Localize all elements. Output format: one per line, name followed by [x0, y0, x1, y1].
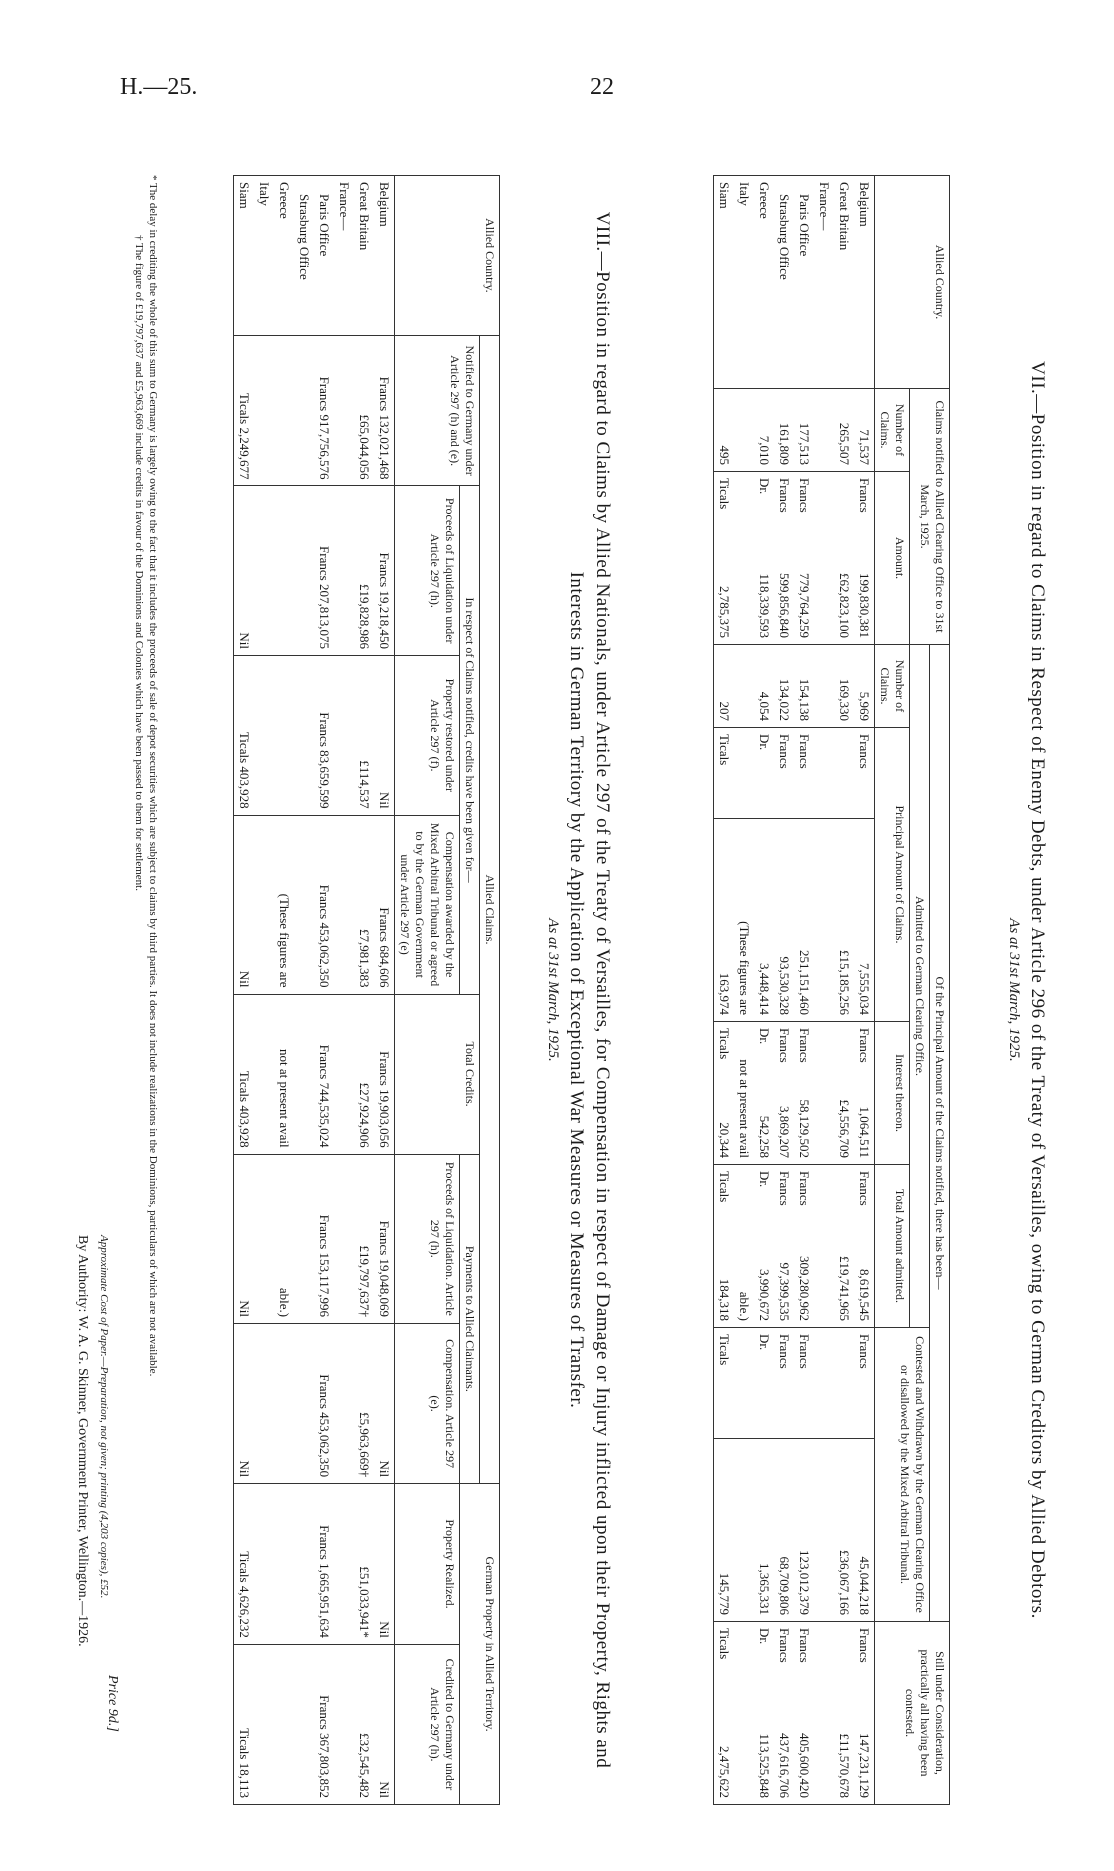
principal-cell: £15,185,256: [834, 818, 854, 1021]
printer-authority: By Authority: W. A. G. Skinner, Government Printer, Wellington.—1926.: [75, 1235, 90, 1647]
compensation-cell: [254, 815, 274, 994]
still-cell: [794, 1622, 814, 1805]
col-of-principal-group: Of the Principal Amount of the Claims notified, there has been—: [930, 645, 950, 1622]
table-row: [734, 176, 754, 1805]
payment-proceeds-cell: £19,797,637†: [354, 1154, 374, 1323]
amount-cell: [834, 472, 854, 645]
table-row: [254, 176, 274, 1805]
total-credits-cell: [334, 994, 354, 1154]
number-claims-cell: 71,537: [854, 389, 875, 472]
notified-cell: Francs 132,021,468: [374, 335, 395, 486]
restored-cell: [254, 655, 274, 815]
payment-compensation-cell: [294, 1324, 314, 1484]
interest-value: £4,556,709: [837, 1099, 852, 1158]
principal-currency-cell: [734, 728, 754, 819]
proceeds-cell: £19,828,986: [354, 486, 374, 655]
contested-currency-cell: Dr.: [754, 1327, 774, 1439]
document-reference: H.—25.: [120, 74, 198, 100]
col8-pay-compensation: Compensation. Article 297 (e).: [395, 1324, 460, 1484]
contested-cell: 123,012,379: [794, 1439, 814, 1622]
principal-currency-cell: Francs: [794, 728, 814, 819]
currency-label: Francs: [857, 478, 872, 513]
compensation-cell: Francs 453,062,350: [314, 815, 334, 994]
total-value: able.): [737, 1291, 752, 1321]
amount-cell: [734, 472, 754, 645]
payment-proceeds-cell: [294, 1154, 314, 1323]
principal-currency-cell: Francs: [854, 728, 875, 819]
currency-label: Dr.: [757, 1628, 772, 1645]
contested-cell: [814, 1439, 834, 1622]
interest-value: 542,258: [757, 1115, 772, 1158]
realized-cell: [254, 1484, 274, 1645]
contested-currency-cell: Francs: [774, 1327, 794, 1439]
col-adm-interest: Interest thereon.: [875, 1021, 910, 1164]
table-row: [334, 176, 354, 1805]
country-cell: France—: [334, 176, 354, 336]
restored-cell: Francs 83,659,599: [314, 655, 334, 815]
currency-label: Francs: [777, 1170, 792, 1206]
col8-restored: Property restored under Article 297 (f).: [395, 655, 460, 815]
currency-label: Francs: [777, 1628, 792, 1663]
country-cell: Strasburg Office: [774, 176, 794, 389]
amount-value: 2,785,375: [717, 586, 732, 638]
payment-proceeds-cell: [334, 1154, 354, 1323]
currency-label: Ticals: [717, 1027, 732, 1060]
currency-label: Francs: [777, 1027, 792, 1063]
still-cell: [734, 1622, 754, 1805]
country-cell: Great Britain: [834, 176, 854, 389]
col8-payments-group: Payments to Allied Claimants.: [460, 1154, 480, 1484]
number-claims-cell: [734, 389, 754, 472]
amount-cell: [714, 472, 735, 645]
admitted-number-cell: 154,138: [794, 645, 814, 728]
currency-label: Dr.: [757, 1170, 772, 1188]
col8-total-credits: Total Credits.: [395, 994, 480, 1154]
country-cell: Paris Office: [794, 176, 814, 389]
total-admitted-cell: [834, 1164, 854, 1327]
total-admitted-cell: [794, 1164, 814, 1327]
currency-label: Francs: [857, 1628, 872, 1663]
total-credits-cell: [254, 994, 274, 1154]
payment-compensation-cell: £5,963,669†: [354, 1324, 374, 1484]
still-cell: [774, 1622, 794, 1805]
still-value: 147,231,129: [857, 1733, 872, 1798]
col8-proceeds: Proceeds of Liquidation under Article 297 (h).: [395, 486, 460, 655]
proceeds-cell: Francs 207,813,075: [314, 486, 334, 655]
notified-cell: [274, 335, 294, 486]
principal-cell: (These figures are: [734, 818, 754, 1021]
payment-compensation-cell: Nil: [234, 1324, 255, 1484]
interest-cell: [754, 1021, 774, 1164]
table-row: [294, 176, 314, 1805]
principal-currency-cell: Ticals: [714, 728, 735, 819]
restored-cell: [334, 655, 354, 815]
payment-compensation-cell: [334, 1324, 354, 1484]
principal-cell: 93,530,328: [774, 818, 794, 1021]
restored-cell: [274, 655, 294, 815]
interest-value: 3,869,207: [777, 1105, 792, 1158]
country-cell: Italy: [734, 176, 754, 389]
table-row: [774, 176, 794, 1805]
proceeds-cell: [274, 486, 294, 655]
total-credits-cell: Francs 19,903,056: [374, 994, 395, 1154]
currency-label: Francs: [797, 1027, 812, 1063]
total-credits-cell: £27,924,906: [354, 994, 374, 1154]
notified-cell: £65,044,056: [354, 335, 374, 486]
interest-value: 1,064,511: [857, 1106, 872, 1158]
compensation-cell: £7,981,383: [354, 815, 374, 994]
col8-compensation: Compensation awarded by the Mixed Arbitral Tribunal or agreed to by the German Government under Article 297 (e): [395, 815, 460, 994]
still-cell: [814, 1622, 834, 1805]
table-row: [374, 176, 395, 1805]
credited-cell: [254, 1644, 274, 1804]
section7-subtitle: As at 31st March, 1925.: [1006, 918, 1022, 1062]
number-claims-cell: 495: [714, 389, 735, 472]
number-claims-cell: 177,513: [794, 389, 814, 472]
section8-title: VIII.—Position in regard to Claims by Allied Nationals, under Article 297 of the Treaty of Versailles, for Compensation in respect of Damage or Injury inflicted upon their Property, Rights and Interests in German Territory by the Application of Exceptional War Measures or Measures of Transfer.: [566, 211, 613, 1769]
notified-cell: Ticals 2,249,677: [234, 335, 255, 486]
total-value: £19,741,965: [837, 1255, 852, 1321]
total-credits-cell: Ticals 403,928: [234, 994, 255, 1154]
notified-cell: Francs 917,756,576: [314, 335, 334, 486]
section7-heading: [997, 175, 1050, 1805]
currency-label: Francs: [797, 1170, 812, 1206]
interest-value: not at present avail: [737, 1059, 752, 1158]
notified-cell: [254, 335, 274, 486]
credited-cell: [294, 1644, 314, 1804]
footnotes: [132, 175, 160, 1805]
total-value: 309,280,962: [797, 1255, 812, 1321]
still-cell: [834, 1622, 854, 1805]
country-cell: Greece: [754, 176, 774, 389]
amount-value: 199,830,381: [857, 573, 872, 638]
still-cell: [714, 1622, 735, 1805]
contested-cell: 145,779: [714, 1439, 735, 1622]
principal-currency-cell: Francs: [774, 728, 794, 819]
col-adm-principal: Principal Amount of Claims.: [875, 728, 910, 1022]
contested-currency-cell: [734, 1327, 754, 1439]
contested-currency-cell: Francs: [794, 1327, 814, 1439]
col-number-claims: Number of Claims.: [875, 389, 910, 472]
col-adm-total: Total Amount admitted.: [875, 1164, 910, 1327]
still-value: 2,475,622: [717, 1746, 732, 1798]
realized-cell: [334, 1484, 354, 1645]
col-contested: Contested and Withdrawn by the German Clearing Office or disallowed by the Mixed Arbitral Tribunal.: [875, 1327, 930, 1621]
amount-value: 779,764,259: [797, 573, 812, 638]
contested-cell: 1,365,331: [754, 1439, 774, 1622]
credited-cell: Francs 367,803,852: [314, 1644, 334, 1804]
table-row: [354, 176, 374, 1805]
number-claims-cell: 161,809: [774, 389, 794, 472]
interest-value: 58,129,502: [797, 1099, 812, 1158]
number-claims-cell: 7,010: [754, 389, 774, 472]
contested-currency-cell: Ticals: [714, 1327, 735, 1439]
total-admitted-cell: [754, 1164, 774, 1327]
amount-cell: [854, 472, 875, 645]
realized-cell: [294, 1484, 314, 1645]
contested-cell: 68,709,806: [774, 1439, 794, 1622]
section7-title: VII.—Position in regard to Claims in Respect of Enemy Debts, under Article 296 of the Treaty of Versailles, owing to German Creditors by Allied Debtors.: [1027, 361, 1048, 1619]
table-row: [834, 176, 854, 1805]
table-row: [754, 176, 774, 1805]
still-value: 405,600,420: [797, 1733, 812, 1798]
restored-cell: [294, 655, 314, 815]
still-cell: [754, 1622, 774, 1805]
col8-pay-proceeds: Proceeds of Liquidation. Article 297 (h).: [395, 1154, 460, 1323]
compensation-cell: Francs 684,606: [374, 815, 395, 994]
notified-cell: [334, 335, 354, 486]
total-admitted-cell: [854, 1164, 875, 1327]
admitted-number-cell: [734, 645, 754, 728]
credited-cell: Nil: [374, 1644, 395, 1804]
still-value: 113,525,848: [757, 1733, 772, 1798]
principal-cell: 7,555,034: [854, 818, 875, 1021]
page-header: [0, 64, 1114, 104]
proceeds-cell: Nil: [234, 486, 255, 655]
contested-currency-cell: [834, 1327, 854, 1439]
currency-label: Francs: [797, 1628, 812, 1663]
proceeds-cell: [254, 486, 274, 655]
interest-cell: [794, 1021, 814, 1164]
credited-cell: [274, 1644, 294, 1804]
principal-cell: 3,448,414: [754, 818, 774, 1021]
country-cell: Belgium: [374, 176, 395, 336]
principal-cell: 251,151,460: [794, 818, 814, 1021]
price-label: Price 9d.]: [105, 1675, 120, 1732]
admitted-number-cell: [814, 645, 834, 728]
currency-label: Francs: [777, 478, 792, 513]
total-value: 184,318: [717, 1278, 732, 1321]
restored-cell: Nil: [374, 655, 395, 815]
proceeds-cell: [334, 486, 354, 655]
total-value: 97,399,535: [777, 1262, 792, 1321]
currency-label: Dr.: [757, 478, 772, 495]
table-row: [714, 176, 735, 1805]
payment-compensation-cell: Francs 453,062,350: [314, 1324, 334, 1484]
admitted-number-cell: 5,969: [854, 645, 875, 728]
currency-label: Francs: [857, 1027, 872, 1063]
realized-cell: £51,033,941*: [354, 1484, 374, 1645]
admitted-number-cell: 4,054: [754, 645, 774, 728]
amount-cell: [774, 472, 794, 645]
col-country: Allied Country.: [875, 176, 950, 389]
contested-currency-cell: Francs: [854, 1327, 875, 1439]
country-cell: Greece: [274, 176, 294, 336]
payment-proceeds-cell: [254, 1154, 274, 1323]
section8-subtitle: As at 31st March, 1925.: [545, 918, 561, 1062]
page-number: 22: [590, 74, 614, 100]
section7-table: [713, 175, 950, 1805]
compensation-cell: [334, 815, 354, 994]
still-cell: [854, 1622, 875, 1805]
col8-allied-claims: Allied Claims.: [480, 335, 500, 1483]
proceeds-cell: Francs 19,218,450: [374, 486, 395, 655]
payment-compensation-cell: Nil: [374, 1324, 395, 1484]
proceeds-cell: [294, 486, 314, 655]
compensation-cell: Nil: [234, 815, 255, 994]
country-cell: Paris Office: [314, 176, 334, 336]
col8-country: Allied Country.: [395, 176, 500, 336]
currency-label: Ticals: [717, 478, 732, 510]
total-credits-cell: not at present avail: [274, 994, 294, 1154]
table-row: [794, 176, 814, 1805]
contested-cell: £36,067,166: [834, 1439, 854, 1622]
approximate-cost: Approximate Cost of Paper.—Preparation, not given; printing (4,203 copies), £52.: [98, 1235, 110, 1599]
principal-currency-cell: Dr.: [754, 728, 774, 819]
country-cell: France—: [814, 176, 834, 389]
table-row: [854, 176, 875, 1805]
col8-notified: Notified to Germany under Article 297 (h) and (e).: [395, 335, 480, 486]
number-claims-cell: [814, 389, 834, 472]
country-cell: Great Britain: [354, 176, 374, 336]
col-notified-group: Claims notified to Allied Clearing Office to 31st March, 1925.: [910, 389, 950, 645]
table-row: [274, 176, 294, 1805]
contested-currency-cell: [814, 1327, 834, 1439]
credited-cell: [334, 1644, 354, 1804]
realized-cell: Francs 1,665,951,634: [314, 1484, 334, 1645]
col8-german-prop-group: German Property in Allied Territory.: [460, 1484, 500, 1805]
total-admitted-cell: [774, 1164, 794, 1327]
table-row: [234, 176, 255, 1805]
currency-label: Francs: [857, 1170, 872, 1206]
amount-cell: [754, 472, 774, 645]
amount-value: 599,856,840: [777, 573, 792, 638]
section8-table: [233, 175, 500, 1805]
realized-cell: [274, 1484, 294, 1645]
interest-cell: [814, 1021, 834, 1164]
rotated-page-content: [60, 115, 1060, 1865]
principal-cell: [814, 818, 834, 1021]
interest-value: 20,344: [717, 1122, 732, 1158]
country-cell: Belgium: [854, 176, 875, 389]
realized-cell: Nil: [374, 1484, 395, 1645]
col-still: Still under Consideration, practically all having been contested.: [875, 1622, 950, 1805]
contested-cell: [734, 1439, 754, 1622]
payment-proceeds-cell: able.): [274, 1154, 294, 1323]
payment-compensation-cell: [254, 1324, 274, 1484]
restored-cell: £114,537: [354, 655, 374, 815]
still-value: £11,570,678: [837, 1733, 852, 1798]
principal-currency-cell: [834, 728, 854, 819]
interest-cell: [854, 1021, 875, 1164]
restored-cell: Ticals 403,928: [234, 655, 255, 815]
payment-compensation-cell: [274, 1324, 294, 1484]
total-admitted-cell: [814, 1164, 834, 1327]
currency-label: Francs: [797, 478, 812, 513]
total-credits-cell: [294, 994, 314, 1154]
col8-credited: Credited to Germany under Article 297 (h).: [395, 1644, 460, 1804]
currency-label: Ticals: [717, 1628, 732, 1660]
credited-cell: £32,545,482: [354, 1644, 374, 1804]
country-cell: Siam: [234, 176, 255, 336]
section8-heading: [536, 175, 615, 1805]
col-adm-number: Number of Claims.: [875, 645, 910, 728]
payment-proceeds-cell: Francs 19,048,069: [374, 1154, 395, 1323]
contested-cell: 45,044,218: [854, 1439, 875, 1622]
amount-value: 118,339,593: [757, 573, 772, 638]
table-row: [814, 176, 834, 1805]
total-admitted-cell: [734, 1164, 754, 1327]
admitted-number-cell: 134,022: [774, 645, 794, 728]
interest-cell: [774, 1021, 794, 1164]
still-value: 437,616,706: [777, 1733, 792, 1798]
total-credits-cell: Francs 744,535,024: [314, 994, 334, 1154]
amount-value: £62,823,100: [837, 573, 852, 638]
notified-cell: [294, 335, 314, 486]
country-cell: Strasburg Office: [294, 176, 314, 336]
country-cell: Italy: [254, 176, 274, 336]
compensation-cell: [294, 815, 314, 994]
payment-proceeds-cell: Nil: [234, 1154, 255, 1323]
interest-cell: [734, 1021, 754, 1164]
principal-cell: 163,974: [714, 818, 735, 1021]
payment-proceeds-cell: Francs 153,117,996: [314, 1154, 334, 1323]
principal-currency-cell: [814, 728, 834, 819]
number-claims-cell: 265,507: [834, 389, 854, 472]
country-cell: Siam: [714, 176, 735, 389]
compensation-cell: (These figures are: [274, 815, 294, 994]
interest-cell: [834, 1021, 854, 1164]
realized-cell: Ticals 4,626,232: [234, 1484, 255, 1645]
currency-label: Ticals: [717, 1170, 732, 1203]
admitted-number-cell: 207: [714, 645, 735, 728]
amount-cell: [814, 472, 834, 645]
total-value: 3,990,672: [757, 1268, 772, 1321]
amount-cell: [794, 472, 814, 645]
credited-cell: Ticals 18,113: [234, 1644, 255, 1804]
admitted-number-cell: 169,330: [834, 645, 854, 728]
col-amount: Amount.: [875, 472, 910, 645]
interest-cell: [714, 1021, 735, 1164]
footnote-asterisk: * The delay in crediting the whole of this sum to Germany is largely owing to the fact that it includes the proceeds of sale of depot securities which are subject to claims by third parties. It does not include realizations in the Dominions, particulars of which are not available.: [147, 175, 159, 1377]
currency-label: Dr.: [757, 1027, 772, 1045]
footnote-dagger: † The figure of £19,797,637 and £5,963,669 include credits in favour of the Dominions and Colonies which have been passed to them for settlement.: [133, 235, 145, 891]
col8-credits-group: In respect of Claims notified, credits have been given for—: [460, 486, 480, 994]
col-admitted-group: Admitted to German Clearing Office.: [910, 645, 930, 1328]
total-value: 8,619,545: [857, 1268, 872, 1321]
table-row: [314, 176, 334, 1805]
total-admitted-cell: [714, 1164, 735, 1327]
col8-realized: Property Realized.: [395, 1484, 460, 1645]
